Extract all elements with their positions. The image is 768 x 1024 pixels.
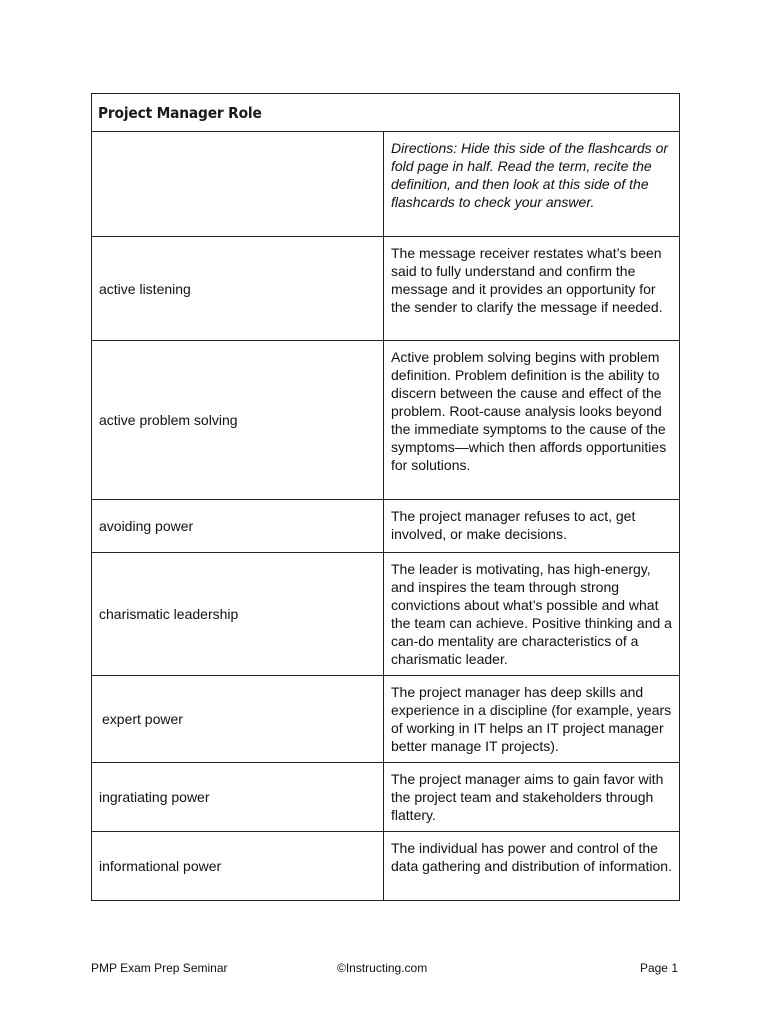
term-cell: ingratiating power [92, 763, 384, 832]
definition-cell: The message receiver restates what’s been said to fully understand and confirm the message and it provides an opportunity for the sender to clarify the message if needed. [384, 237, 680, 341]
table-row [92, 832, 680, 901]
table-row [92, 763, 680, 832]
term-cell: avoiding power [92, 500, 384, 553]
definition-cell: The project manager has deep skills and experience in a discipline (for example, years of working in IT helps an IT project manager better manage IT projects). [384, 676, 680, 763]
directions-text: Directions: Hide this side of the flashcards or fold page in half. Read the term, recite the definition, and then look at this side of the flashcards to check your answer. [384, 132, 680, 237]
footer-seminar-name: PMP Exam Prep Seminar [91, 961, 228, 975]
table-row [92, 553, 680, 676]
term-cell: informational power [92, 832, 384, 901]
flashcard-table [91, 93, 680, 901]
directions-row [92, 132, 680, 237]
title-row [92, 94, 680, 132]
table-title-cell [92, 94, 680, 132]
definition-cell: The individual has power and control of the data gathering and distribution of information. [384, 832, 680, 901]
term-cell: active problem solving [92, 341, 384, 500]
term-cell: charismatic leadership [92, 553, 384, 676]
footer-copyright: ©Instructing.com [337, 961, 428, 975]
table-row [92, 500, 680, 553]
empty-term-cell [92, 132, 384, 237]
definition-cell: Active problem solving begins with problem definition. Problem definition is the ability to discern between the cause and effect of the problem. Root-cause analysis looks beyond the immediate symptoms to the cause of the symptoms—which then affords opportunities for solutions. [384, 341, 680, 500]
table-row [92, 676, 680, 763]
term-cell: active listening [92, 237, 384, 341]
definition-cell: The leader is motivating, has high-energy, and inspires the team through strong convictions about what’s possible and what the team can achieve. Positive thinking and a can-do mentality are characteristics of a charismatic leader. [384, 553, 680, 676]
footer-page-number: Page 1 [639, 961, 678, 975]
table-row [92, 341, 680, 500]
table-row [92, 237, 680, 341]
table-title: Project Manager Role [98, 103, 262, 122]
term-cell: expert power [92, 676, 384, 763]
definition-cell: The project manager aims to gain favor with the project team and stakeholders through flattery. [384, 763, 680, 832]
definition-cell: The project manager refuses to act, get involved, or make decisions. [384, 500, 680, 553]
